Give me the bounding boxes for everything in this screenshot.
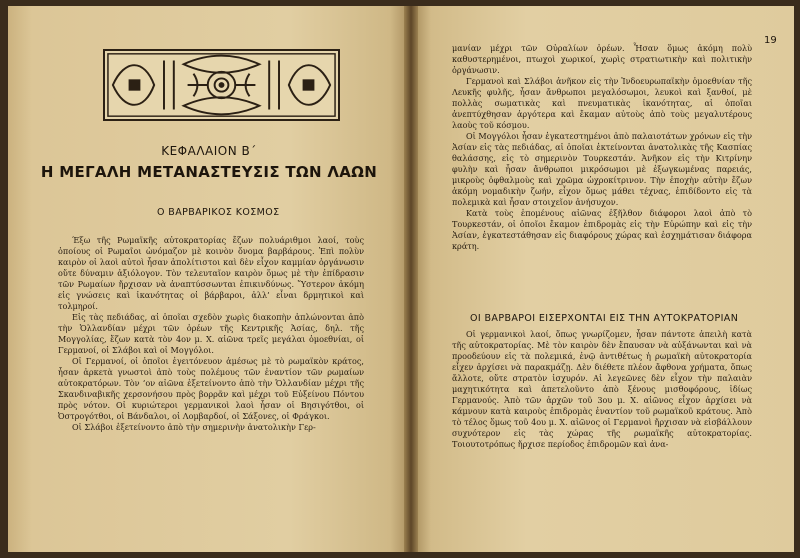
paragraph: Οἱ γερμανικοὶ λαοί, ὅπως γνωρίζομεν, ἦσαν πάντοτε ἀπειλὴ κατὰ τῆς αὐτοκρατορίας. Μὲ τὸν καιρὸν δὲν ἔπαυσαν νὰ αὐξάνωνται καὶ νὰ προοδεύουν εἰς τὰ πολεμικά, ἐνῷ ἀντιθέτως ἡ ρωμαϊκὴ αὐτοκρατορία εἶχεν ἀρχίσει νὰ παρακμάζῃ. Δὲν διέθετε πλέον ἄφθονα χρήματα, ὅπως ἄλλοτε, οὔτε στρατὸν ἰσχυρόν. Αἱ λεγεῶνες δὲν εἶχον τὴν παλαιὰν μαχητικότητα καὶ ἀπετελοῦντο ἀπὸ ξένους μισθοφόρους, ἰδίως Γερμανούς. Ἀπὸ τῶν ἀρχῶν τοῦ 3ου μ. Χ. αἰῶνος εἶχον ἀρχίσει νὰ κάμνουν κατὰ καιροὺς ἐπιδρομὰς ἐναντίον τοῦ ρωμαϊκοῦ κράτους. Ἀπὸ τὸ τέλος ὅμως τοῦ 4ου μ. Χ. αἰῶνος οἱ Γερμανοὶ ἤρχισαν νὰ εἰσβάλλουν συχνότερον εἰς τὰς χώρας τῆς ρωμαϊκῆς αὐτοκρατορίας. Τοιουτοτρόπως ἤρχισε περίοδος ἐπιδρομῶν καὶ ἀνα- [452, 329, 752, 449]
paragraph: Οἱ Γερμανοί, οἱ ὁποῖοι ἐγειτόνευον ἀμέσως μὲ τὸ ρωμαϊκὸν κράτος, ἦσαν ἀρκετὰ γνωστοὶ ἀπὸ τοὺς πολέμους τῶν ἐναντίον τῶν ρωμαίων αὐτοκρατόρων. Τὸν ‘ον αἰῶνα ἐξετείνοντο ἀπὸ τὴν Ὁλλανδίαν μέχρι τῆς Σκανδιναβικῆς χερσονήσου πρὸς βορρᾶν καὶ μέχρι τοῦ Εὐξείνου Πόντου πρὸς νότον. Οἱ κυριώτεροι γερμανικοὶ λαοὶ ἦσαν οἱ Βησιγότθοι, οἱ Ὀστρογότθοι, οἱ Βάνδαλοι, οἱ Λομβαρδοί, οἱ Σάξονες, οἱ Φράγκοι. [58, 356, 364, 421]
page-number: 19 [764, 35, 777, 46]
chapter-label: ΚΕΦΑΛΑΙΟΝ Β΄ [161, 144, 257, 158]
paragraph: μανίαν μέχρι τῶν Οὐραλίων ὀρέων. Ἦσαν ὅμως ἀκόμη πολὺ καθυστερημένοι, πτωχοὶ χωρικοί, χωρὶς στρατιωτικὴν καὶ πολιτικὴν ὀργάνωσιν. [452, 43, 752, 75]
chapter-title: Η ΜΕΓΑΛΗ ΜΕΤΑΝΑΣΤΕΥΣΙΣ ΤΩΝ ΛΑΩΝ [40, 163, 378, 181]
right-body-text-top [452, 43, 752, 252]
section-title-right: ΟΙ ΒΑΡΒΑΡΟΙ ΕΙΣΕΡΧΟΝΤΑΙ ΕΙΣ ΤΗΝ ΑΥΤΟΚΡΑΤΟΡΙΑΝ [470, 313, 739, 324]
ornament-pattern-icon [105, 51, 338, 119]
paragraph: Κατὰ τοὺς ἑπομένους αἰῶνας ἐξῆλθον διάφοροι λαοὶ ἀπὸ τὸ Τουρκεστάν, οἱ ὁποῖοι ἔκαμον ἐπιδρομὰς εἰς τὴν Εὐρώπην καὶ εἰς τὴν Ἀσίαν, ἐγκατεστάθησαν εἰς διαφόρους χώρας καὶ ἐσχημάτισαν διάφορα κράτη. [452, 208, 752, 251]
paragraph: Οἱ Μογγόλοι ἦσαν ἐγκατεστημένοι ἀπὸ παλαιοτάτων χρόνων εἰς τὴν Ἀσίαν εἰς τὰς πεδιάδας, αἱ ὁποῖαι ἐκτείνονται ἀνατολικὰς τῆς Κασπίας θαλάσσης, εἰς τὸ σημερινὸν Τουρκεστάν. Ἀνῆκον εἰς τὴν Κιτρίνην φυλὴν καὶ ἦσαν ἄνθρωποι μικρόσωμοι μὲ ἐξωγκωμένας παρειάς, μικροὺς ὀφθαλμοὺς καὶ χρῶμα ὠχροκίτρινον. Τὴν ἐποχὴν αὐτὴν ἔζων ἀκόμη νομαδικὴν ζωήν, εἶχον ὅμως μάθει τέχνας, ἐπιδίδοντο εἰς τὰ πολεμικὰ καὶ ἦσαν στοιχεῖον ἀνήσυχον. [452, 131, 752, 207]
paragraph: Οἱ Σλάβοι ἐξετείνοντο ἀπὸ τὴν σημερινὴν ἀνατολικὴν Γερ- [72, 422, 316, 432]
decorative-headpiece [103, 49, 340, 121]
paragraph: Έξω τῆς Ρωμαϊκῆς αὐτοκρατορίας ἔζων πολυάριθμοι λαοί, τοὺς ὁποίους οἱ Ρωμαῖοι ὠνόμαζον μὲ κοινὸν ὄνομα βαρβάρους. Ἐπὶ πολὺν καιρὸν οἱ λαοὶ αὐτοὶ ἦσαν ἀπολίτιστοι καὶ δὲν εἶχον καμμίαν ὀργάνωσιν οὔτε δύναμιν ἀξιόλογον. Τὸν τελευταῖον καιρὸν ὅμως μὲ τὴν ἐπίδρασιν τῶν Ρωμαίων ἤρχισαν νὰ ἀναπτύσσωνται ἐπικινδύνως. Ὕστερον ἀκόμη εἰς γνώσεις καὶ ἱκανότητας οἱ βάρβαροι, ἀλλ’ εἶναι δρμητικοὶ καὶ τολμηροί. [58, 235, 364, 311]
paragraph: Εἰς τὰς πεδιάδας, αἱ ὁποῖαι σχεδὸν χωρὶς διακοπὴν ἁπλώνονται ἀπὸ τὴν Ὁλλανδίαν μέχρι τῶν ὀρέων τῆς Κεντρικῆς Ἀσίας, δηλ. τῆς Μογγολίας, ἔζων κατὰ τὸν 4ον μ. Χ. αἰῶνα τρεῖς μεγάλαι ὁμοεθνίαι, οἱ Γερμανοί, οἱ Σλάβοι καὶ οἱ Μογγόλοι. [58, 312, 364, 355]
left-body-text [58, 235, 364, 433]
right-body-text-bottom [452, 329, 752, 450]
paragraph: Γερμανοὶ καὶ Σλάβοι ἀνῆκον εἰς τὴν Ἰνδοευρωπαϊκὴν ὁμοεθνίαν τῆς Λευκῆς φυλῆς, ἦσαν ἄνθρωποι μεγαλόσωμοι, λευκοὶ καὶ ξανθοί, μὲ πολλὰς σωματικὰς καὶ πνευματικὰς ἱκανότητας, αἱ ὁποῖαι ἀνεπτύχθησαν ἀργότερα καὶ ἔκαμαν αὐτοὺς ἀπὸ τοὺς μεγαλυτέρους λαοὺς τοῦ κόσμου. [452, 76, 752, 130]
section-title-left: Ο ΒΑΡΒΑΡΙΚΟΣ ΚΟΣΜΟΣ [157, 207, 280, 218]
book-gutter [404, 6, 418, 552]
